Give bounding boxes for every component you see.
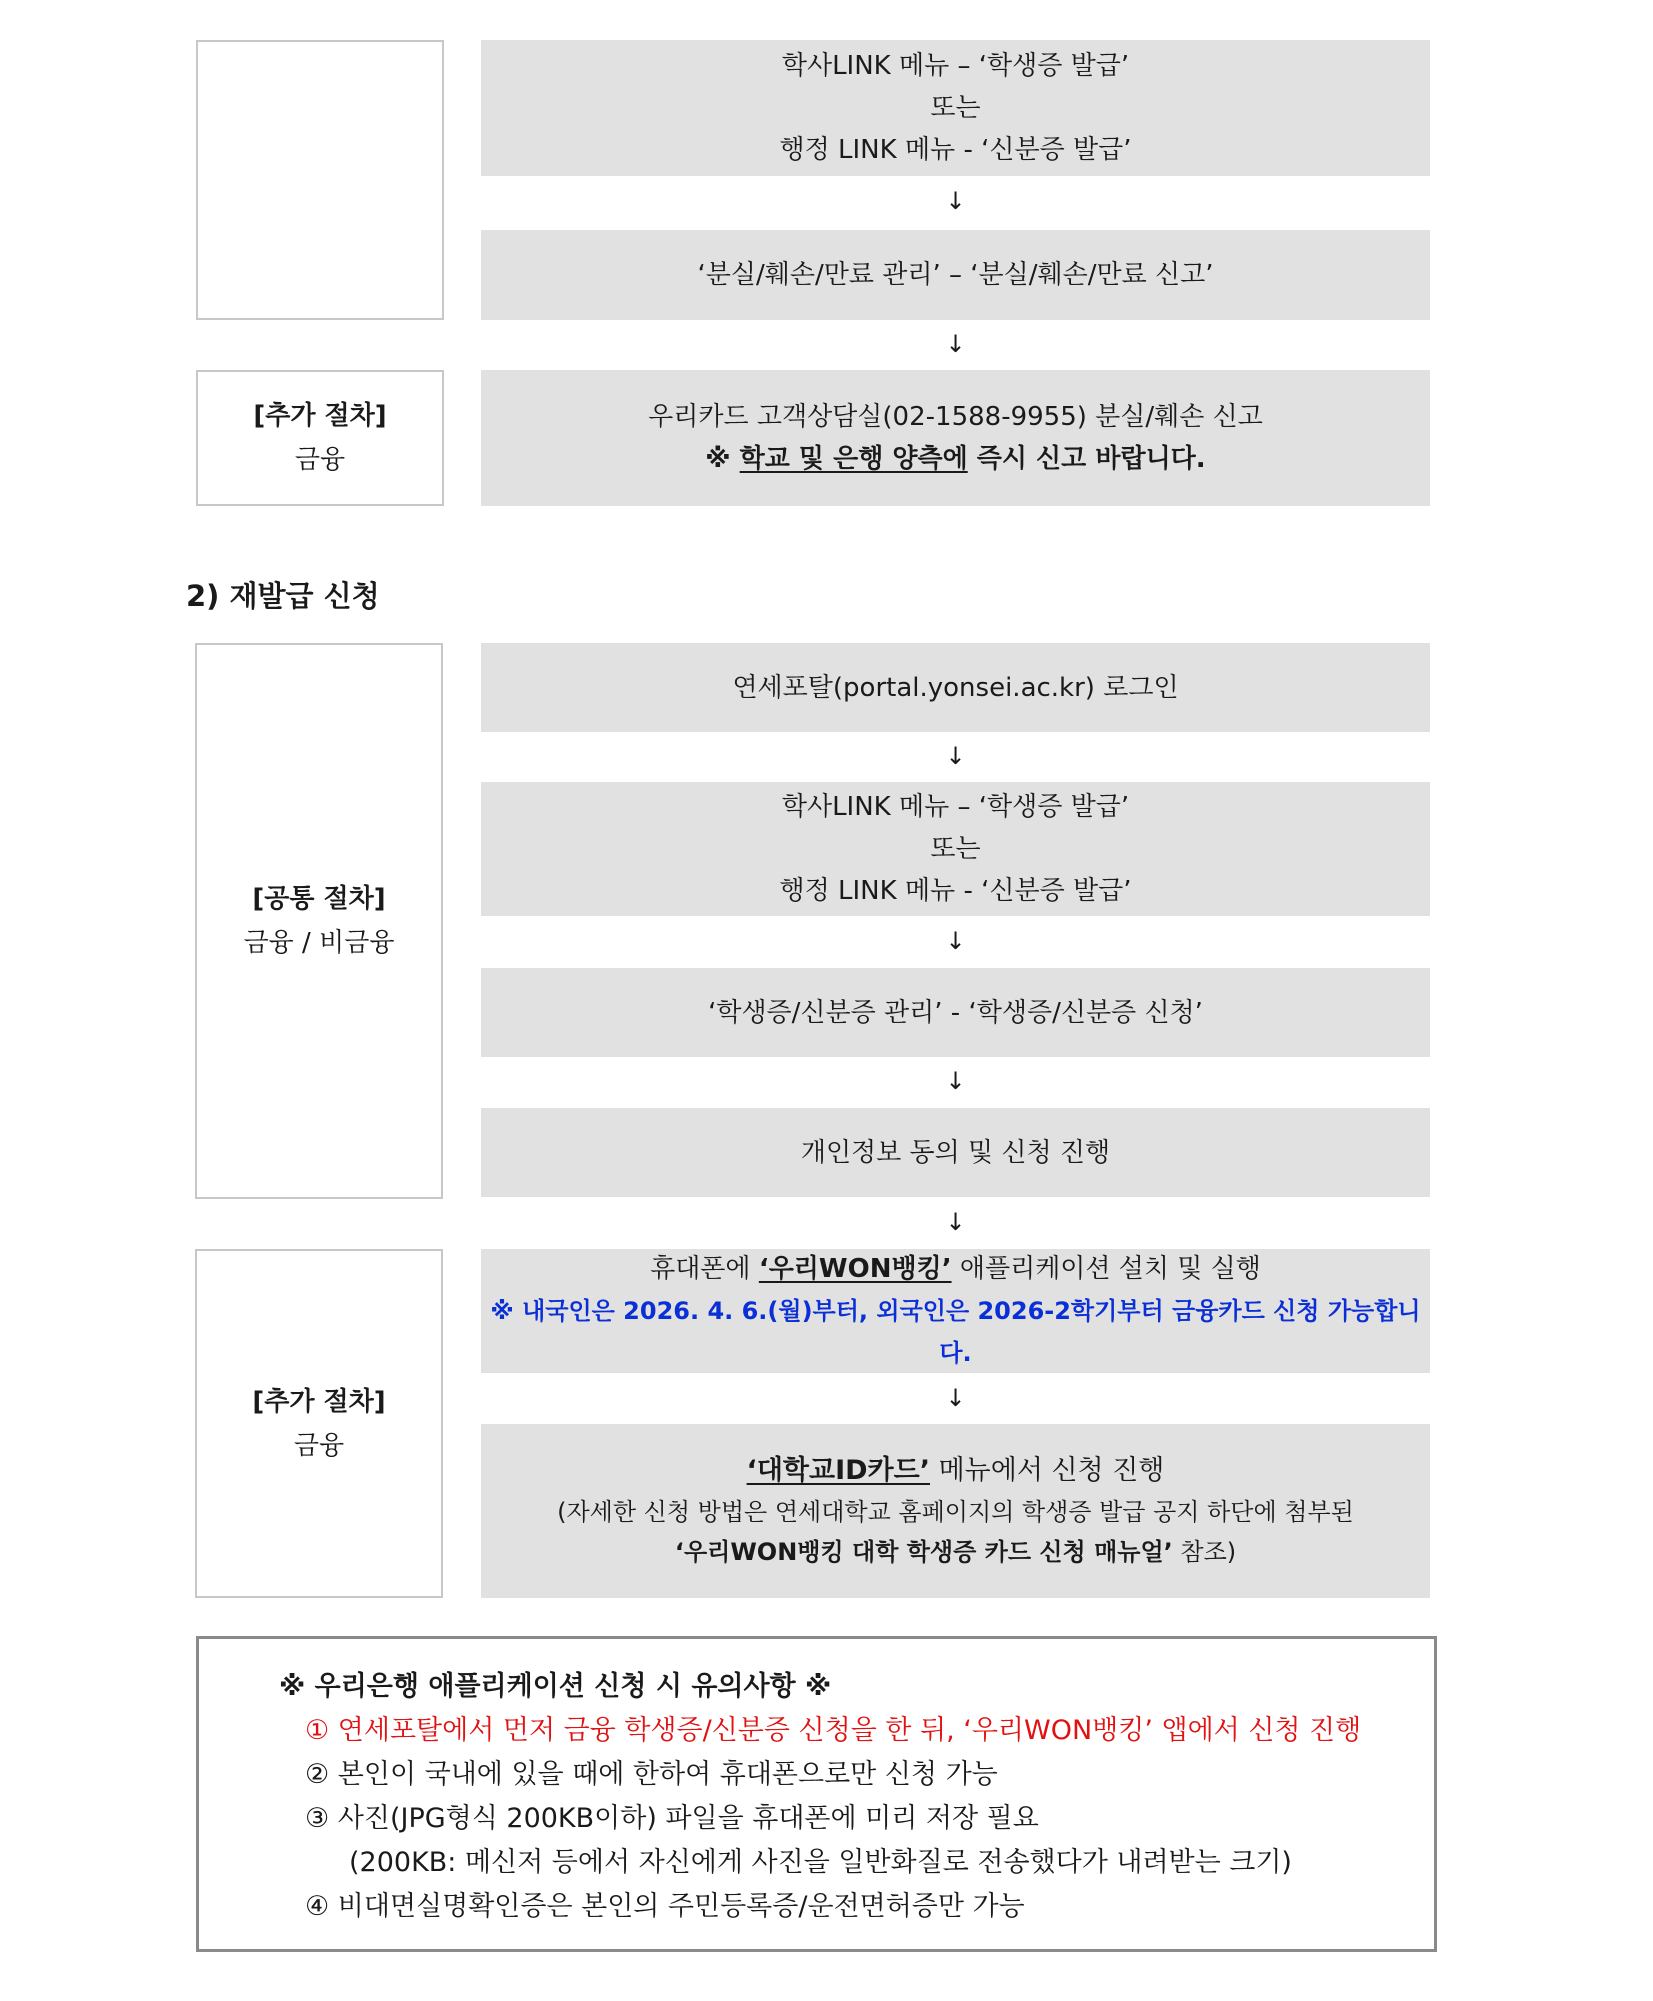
flow-arrow: ↓ — [945, 330, 966, 358]
flow-arrow: ↓ — [945, 1384, 966, 1412]
manual-suffix: 참조) — [1172, 1538, 1237, 1566]
step-menu-line3: 행정 LINK 메뉴 - ‘신분증 발급’ — [779, 876, 1132, 906]
step-menu-line1: 학사LINK 메뉴 – ‘학생증 발급’ — [781, 51, 1130, 81]
step-idcard-line — [747, 1450, 1165, 1492]
step-app-line — [650, 1248, 1261, 1290]
step-report-box — [481, 230, 1430, 320]
step-menu-line2: 또는 — [930, 834, 981, 864]
manual-name: ‘우리WON뱅킹 대학 학생증 카드 신청 매뉴얼’ — [674, 1538, 1173, 1566]
common-procedure-sub: 금융 / 비금융 — [243, 928, 395, 958]
extra-procedure-label-2 — [195, 1249, 443, 1598]
step-menu-line1: 학사LINK 메뉴 – ‘학생증 발급’ — [781, 792, 1130, 822]
precaution-item-1: ① 연세포탈에서 먼저 금융 학생증/신분증 신청을 한 뒤, ‘우리WON뱅킹’ 앱에서 신청 진행 — [305, 1715, 1362, 1746]
flow-arrow: ↓ — [945, 187, 966, 215]
idcard-menu-name: ‘대학교ID카드’ — [746, 1455, 930, 1486]
extra-procedure-title: [추가 절차] — [253, 401, 387, 431]
financial-card-notice: ※ 내국인은 2026. 4. 6.(월)부터, 외국인은 2026-2학기부터 금융카드 신청 가능합니다. — [490, 1297, 1421, 1367]
step-menu-box-2 — [481, 782, 1430, 916]
extra-procedure-sub: 금융 — [294, 445, 346, 475]
step-idcard-box — [481, 1424, 1430, 1598]
extra-procedure-title: [추가 절차] — [252, 1386, 386, 1417]
step-card-line2 — [705, 438, 1205, 480]
step-app-prefix: 휴대폰에 — [650, 1254, 759, 1284]
step-app-suffix: 애플리케이션 설치 및 실행 — [951, 1254, 1261, 1284]
common-procedure-label — [195, 643, 443, 1199]
step-card-suffix: 즉시 신고 바랍니다. — [967, 444, 1206, 474]
step-menu-box — [481, 40, 1430, 176]
flow-arrow: ↓ — [945, 1208, 966, 1236]
precautions-title: ※ 우리은행 애플리케이션 신청 시 유의사항 ※ — [279, 1671, 832, 1702]
common-procedure-title: [공통 절차] — [252, 884, 386, 914]
section-heading: 2) 재발급 신청 — [186, 579, 380, 613]
step-app-box — [481, 1249, 1430, 1373]
step-card-report-box — [481, 370, 1430, 506]
extra-procedure-label — [196, 370, 444, 506]
step-manage-box — [481, 968, 1430, 1057]
step-card-line1: 우리카드 고객상담실(02-1588-9955) 분실/훼손 신고 — [648, 402, 1263, 432]
step-login-text: 연세포탈(portal.yonsei.ac.kr) 로그인 — [732, 672, 1179, 703]
flow-arrow: ↓ — [945, 927, 966, 955]
step-manage-text: ‘학생증/신분증 관리’ - ‘학생증/신분증 신청’ — [708, 997, 1203, 1028]
precaution-item-3: ③ 사진(JPG형식 200KB이하) 파일을 휴대폰에 미리 저장 필요 — [305, 1803, 1039, 1834]
notice-mark: ※ — [705, 444, 740, 474]
step-menu-line3: 행정 LINK 메뉴 - ‘신분증 발급’ — [779, 135, 1132, 165]
precautions-box — [196, 1636, 1437, 1952]
step-report-text: ‘분실/훼손/만료 관리’ – ‘분실/훼손/만료 신고’ — [697, 260, 1214, 290]
step-consent-box — [481, 1108, 1430, 1197]
step-menu-line2: 또는 — [930, 93, 981, 123]
underlined-text: 학교 및 은행 양측에 — [739, 444, 968, 474]
precaution-item-3-note: (200KB: 메신저 등에서 자신에게 사진을 일반화질로 전송했다가 내려받는 크기) — [349, 1847, 1292, 1878]
step-consent-text: 개인정보 동의 및 신청 진행 — [800, 1137, 1111, 1168]
step-login-box — [481, 643, 1430, 732]
step-idcard-detail1: (자세한 신청 방법은 연세대학교 홈페이지의 학생증 발급 공지 하단에 첨부된 — [557, 1498, 1354, 1526]
precaution-item-4: ④ 비대면실명확인증은 본인의 주민등록증/운전면허증만 가능 — [305, 1891, 1025, 1922]
app-name: ‘우리WON뱅킹’ — [758, 1254, 952, 1284]
flow-arrow: ↓ — [945, 742, 966, 770]
step-idcard-detail2 — [675, 1532, 1236, 1572]
flow-arrow: ↓ — [945, 1067, 966, 1095]
blank-label-box — [196, 40, 444, 320]
step-idcard-suffix: 메뉴에서 신청 진행 — [929, 1455, 1165, 1486]
extra-procedure-sub: 금융 — [293, 1430, 345, 1461]
precaution-item-2: ② 본인이 국내에 있을 때에 한하여 휴대폰으로만 신청 가능 — [305, 1759, 998, 1790]
